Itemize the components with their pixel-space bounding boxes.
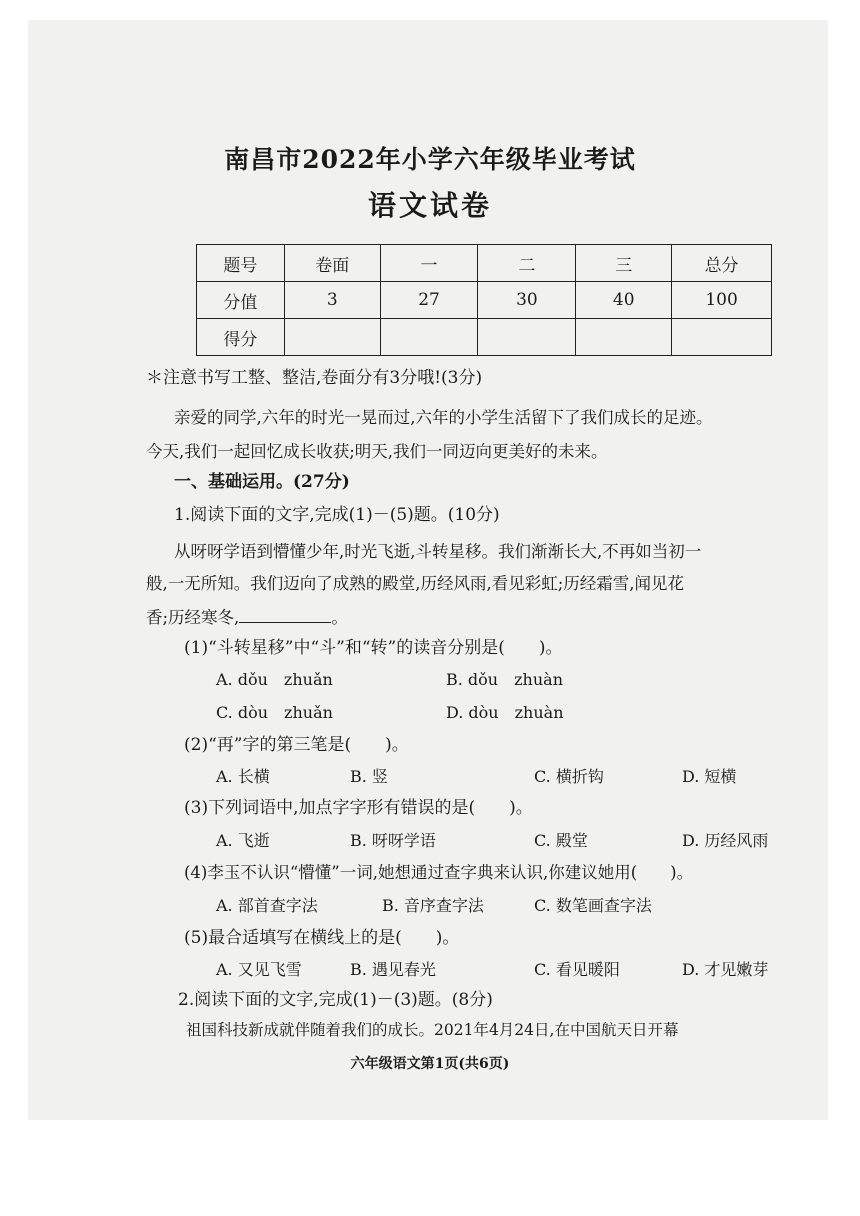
score-table [196,244,772,356]
score-entry-cell[interactable] [576,319,672,356]
exam-title: 南昌市2022年小学六年级毕业考试 [224,145,636,174]
score-entry-cell[interactable] [284,319,380,356]
option-d[interactable]: D. 历经风雨 [682,831,769,850]
option-a[interactable]: A. 部首查字法 [216,896,318,915]
question-1-prompt: 1.阅读下面的文字,完成(1)－(5)题。(10分) [174,505,500,525]
table-cell: 得分 [197,319,285,356]
page-footer: 六年级语文第1页(共6页) [350,1056,510,1072]
section-1-heading: 一、基础运用。(27分) [174,472,350,492]
table-cell: 三 [576,245,672,282]
option-c[interactable]: C. 横折钩 [534,767,604,786]
option-a[interactable]: A. 飞逝 [216,831,270,850]
sub-question-5-prompt: (5)最合适填写在横线上的是( )。 [184,928,460,948]
passage-line-1: 从呀呀学语到懵懂少年,时光飞逝,斗转星移。我们渐渐长大,不再如当初一 [174,542,702,561]
option-b[interactable]: B. 呀呀学语 [350,831,436,850]
table-cell: 30 [478,282,576,319]
option-c[interactable]: C. 看见暖阳 [534,960,620,979]
score-table-header-row [197,245,772,282]
option-a[interactable]: A. 长横 [216,767,270,786]
table-cell: 卷面 [284,245,380,282]
passage-line-3 [146,604,348,630]
score-entry-cell[interactable] [672,319,772,356]
option-b[interactable]: B. 遇见春光 [350,960,436,979]
table-cell: 总分 [672,245,772,282]
score-table-value-row [197,282,772,319]
option-b[interactable]: B. dǒu zhuàn [446,670,563,689]
option-b[interactable]: B. 竖 [350,767,388,786]
sub-question-1-prompt: (1)“斗转星移”中“斗”和“转”的读音分别是( )。 [184,638,563,658]
option-c[interactable]: C. 殿堂 [534,831,588,850]
table-cell: 一 [380,245,478,282]
score-entry-cell[interactable] [380,319,478,356]
table-cell: 题号 [197,245,285,282]
question-2-passage-line-1: 祖国科技新成就伴随着我们的成长。2021年4月24日,在中国航天日开幕 [186,1021,679,1039]
fill-blank[interactable] [239,604,331,623]
table-cell: 二 [478,245,576,282]
passage-line-3-text: 香;历经寒冬, [146,608,240,627]
sub-question-3-prompt: (3)下列词语中,加点字字形有错误的是( )。 [184,798,533,818]
sub-question-2-prompt: (2)“再”字的第三笔是( )。 [184,735,409,755]
score-table-score-row [197,319,772,356]
intro-line-1: 亲爱的同学,六年的时光一晃而过,六年的小学生活留下了我们成长的足迹。 [174,408,713,427]
passage-line-2: 般,一无所知。我们迈向了成熟的殿堂,历经风雨,看见彩虹;历经霜雪,闻见花 [146,574,685,593]
option-a[interactable]: A. 又见飞雪 [216,960,302,979]
exam-subtitle: 语文试卷 [367,189,492,222]
intro-line-2: 今天,我们一起回忆成长收获;明天,我们一同迈向更美好的未来。 [146,442,608,461]
table-cell: 分值 [197,282,285,319]
table-cell: 100 [672,282,772,319]
sub-question-4-prompt: (4)李玉不认识“懵懂”一词,她想通过查字典来认识,你建议她用( )。 [184,863,694,882]
question-2-prompt: 2.阅读下面的文字,完成(1)－(3)题。(8分) [178,990,493,1010]
table-cell: 40 [576,282,672,319]
option-a[interactable]: A. dǒu zhuǎn [216,670,333,689]
passage-line-3-end: 。 [331,608,348,627]
score-entry-cell[interactable] [478,319,576,356]
option-c[interactable]: C. 数笔画查字法 [534,896,652,915]
notice-text: ＊注意书写工整、整洁,卷面分有3分哦!(3分) [146,368,483,388]
option-d[interactable]: D. 才见嫩芽 [682,960,769,979]
option-c[interactable]: C. dòu zhuǎn [216,703,333,722]
table-cell: 27 [380,282,478,319]
option-d[interactable]: D. dòu zhuàn [446,703,564,722]
table-cell: 3 [284,282,380,319]
option-b[interactable]: B. 音序查字法 [382,896,484,915]
option-d[interactable]: D. 短横 [682,767,737,786]
